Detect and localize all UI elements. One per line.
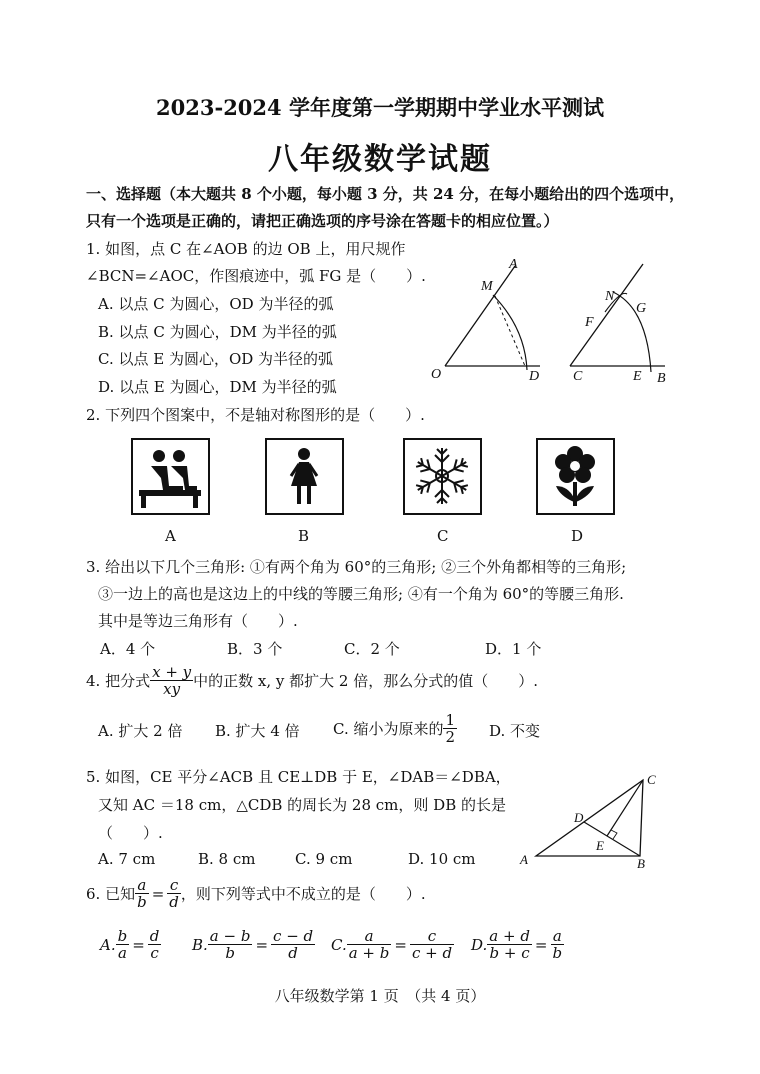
q5-option-b: B. 8 cm	[198, 850, 256, 868]
q6-suffix: ，则下列等式中不成立的是（ ）.	[180, 885, 426, 903]
q6-stem	[86, 877, 426, 910]
q4-frac-num: x + y	[152, 663, 192, 681]
q4-option-c-fraction	[443, 712, 457, 745]
q2-figure-c	[403, 438, 482, 515]
q2-label-b: B	[298, 527, 310, 545]
q6-option-d-rn: a	[551, 928, 565, 945]
q4-option-d: D. 不变	[489, 722, 541, 740]
q6-option-c-rn: c	[410, 928, 454, 945]
q3-line2: ③一边上的高也是这边上的中线的等腰三角形; ④有一个角为 60°的等腰三角形.	[98, 585, 624, 603]
q6-option-b-label: B.	[192, 935, 208, 954]
q6-option-a: A. $\frac{b}{a}$ = $\frac{d}{c}$	[100, 927, 160, 962]
q1-option-c: C. 以点 E 为圆心，OD 为半径的弧	[98, 350, 334, 368]
q6-option-b: B. $\frac{a - b}{b}$ = $\frac{c - d}{d}$	[192, 927, 314, 962]
q6-option-d-label: D.	[471, 935, 488, 954]
q1-stem-line1: 1. 如图，点 C 在∠AOB 的边 OB 上，用尺规作	[86, 240, 406, 258]
q5-option-c: C. 9 cm	[295, 850, 353, 868]
q1-stem-line2: ∠BCN=∠AOC，作图痕迹中，弧 FG 是（ ）.	[86, 267, 426, 285]
label-F: F	[585, 315, 594, 330]
label-A: A	[509, 257, 518, 272]
page-footer: 八年级数学第 1 页 （共 4 页）	[274, 987, 486, 1005]
q5-line2: 又知 AC ＝18 cm，△CDB 的周长为 28 cm，则 DB 的长是	[98, 796, 506, 814]
q2-figure-b	[265, 438, 344, 515]
q3-option-d: D．1 个	[485, 640, 542, 658]
q4-option-b: B. 扩大 4 倍	[215, 722, 300, 740]
q2-label-a: A	[165, 527, 176, 545]
q6-cond-right	[167, 877, 181, 910]
q5-line3: （ ）.	[98, 824, 163, 842]
q3-line3: 其中是等边三角形有（ ）.	[98, 612, 298, 630]
q3-option-c: C．2 个	[344, 640, 400, 658]
q1-option-d: D. 以点 E 为圆心，DM 为半径的弧	[98, 378, 337, 396]
q6-option-b-rn: c − d	[273, 927, 314, 945]
q6-option-a-ln: b	[117, 927, 128, 945]
exam-title: 2023-2024 学年度第一学期期中学业水平测试	[156, 95, 604, 120]
q6-option-a-label: A.	[100, 935, 116, 954]
label-G: G	[636, 301, 647, 316]
q4-prefix: 4. 把分式	[86, 672, 151, 690]
section-instructions-line1: 一、选择题（本大题共 8 个小题，每小题 3 分，共 24 分，在每小题给出的四个选项中，	[86, 185, 685, 203]
q6-option-b-rd: d	[288, 944, 298, 962]
q5-line1: 5. 如图，CE 平分∠ACB 且 CE⊥DB 于 E，∠DAB＝∠DBA，	[86, 768, 511, 786]
q2-figure-a	[131, 438, 210, 515]
two-people-bench-icon	[133, 440, 208, 513]
q4-suffix: 中的正数 x, y 都扩大 2 倍，那么分式的值（ ）.	[193, 672, 538, 690]
q3-option-b: B．3 个	[227, 640, 283, 658]
q2-figure-d	[536, 438, 615, 515]
q1-option-b: B. 以点 C 为圆心，DM 为半径的弧	[98, 323, 337, 341]
snowflake-icon	[405, 440, 480, 513]
q4-option-c-den: 2	[445, 728, 456, 746]
q5-label-E: E	[596, 838, 604, 853]
q6-option-c-ld: a + b	[348, 944, 390, 962]
q4-option-c-num: 1	[445, 711, 456, 729]
q6-option-c-rd: c + d	[411, 944, 453, 962]
q6-cond-a: a	[135, 877, 149, 894]
q5-label-B: B	[637, 856, 645, 870]
label-N: N	[605, 289, 615, 304]
q6-option-a-rd: c	[150, 944, 159, 962]
q6-option-b-ln: a − b	[209, 927, 251, 945]
label-E: E	[633, 369, 642, 384]
q6-option-c: C. $\frac{a}{a + b}$ = $\frac{c}{c + d}$	[331, 927, 453, 962]
q4-fraction	[150, 664, 193, 697]
q5-label-D: D	[574, 810, 584, 825]
woman-icon	[267, 440, 342, 513]
q4-option-a: A. 扩大 2 倍	[98, 722, 183, 740]
q2-label-d: D	[571, 527, 584, 545]
q4-option-c-text: C. 缩小为原来的	[333, 720, 444, 738]
label-M: M	[481, 279, 493, 294]
q5-triangle-figure	[512, 770, 662, 870]
q3-option-a: A．4 个	[100, 640, 156, 658]
q6-cond-c: c	[167, 877, 181, 894]
q5-label-C: C	[647, 772, 656, 787]
q6-option-c-ln: a	[347, 928, 392, 945]
exam-subtitle: 八年级数学试题	[268, 142, 492, 177]
q1-construction-figure	[425, 250, 675, 390]
label-O: O	[431, 367, 442, 382]
q6-cond-b: b	[137, 893, 147, 911]
q6-option-c-label: C.	[331, 935, 347, 954]
q5-option-d: D. 10 cm	[408, 850, 476, 868]
q2-stem: 2. 下列四个图案中，不是轴对称图形的是（ ）.	[86, 406, 425, 424]
label-C: C	[573, 369, 583, 384]
q2-label-c: C	[437, 527, 449, 545]
q6-cond-d: d	[169, 893, 179, 911]
q6-cond-left	[135, 877, 149, 910]
q6-option-d-ln: a + d	[489, 927, 530, 945]
q6-option-d: D. $\frac{a + d}{b + c}$ = $\frac{a}{b}$	[471, 927, 563, 962]
q5-label-A: A	[520, 852, 528, 867]
q5-option-a: A. 7 cm	[98, 850, 156, 868]
q6-option-b-ld: b	[225, 944, 235, 962]
label-D: D	[529, 369, 540, 384]
flower-icon	[538, 440, 613, 513]
q4-option-c	[333, 712, 457, 745]
section-instructions-line2: 只有一个选项是正确的，请把正确选项的序号涂在答题卡的相应位置。）	[86, 212, 559, 230]
q6-option-d-rd: b	[552, 944, 563, 962]
label-B: B	[657, 371, 666, 386]
q4-stem	[86, 664, 538, 697]
q6-cond-equals: =	[151, 884, 165, 903]
q6-prefix: 6. 已知	[86, 885, 136, 903]
q6-option-a-rn: d	[149, 927, 160, 945]
q6-option-d-ld: b + c	[489, 944, 530, 962]
q6-option-a-ld: a	[117, 944, 127, 962]
q1-option-a: A. 以点 C 为圆心，OD 为半径的弧	[98, 295, 334, 313]
q4-frac-den: xy	[163, 680, 181, 698]
q3-line1: 3. 给出以下几个三角形: ①有两个角为 60°的三角形; ②三个外角都相等的三角形;	[86, 558, 627, 576]
